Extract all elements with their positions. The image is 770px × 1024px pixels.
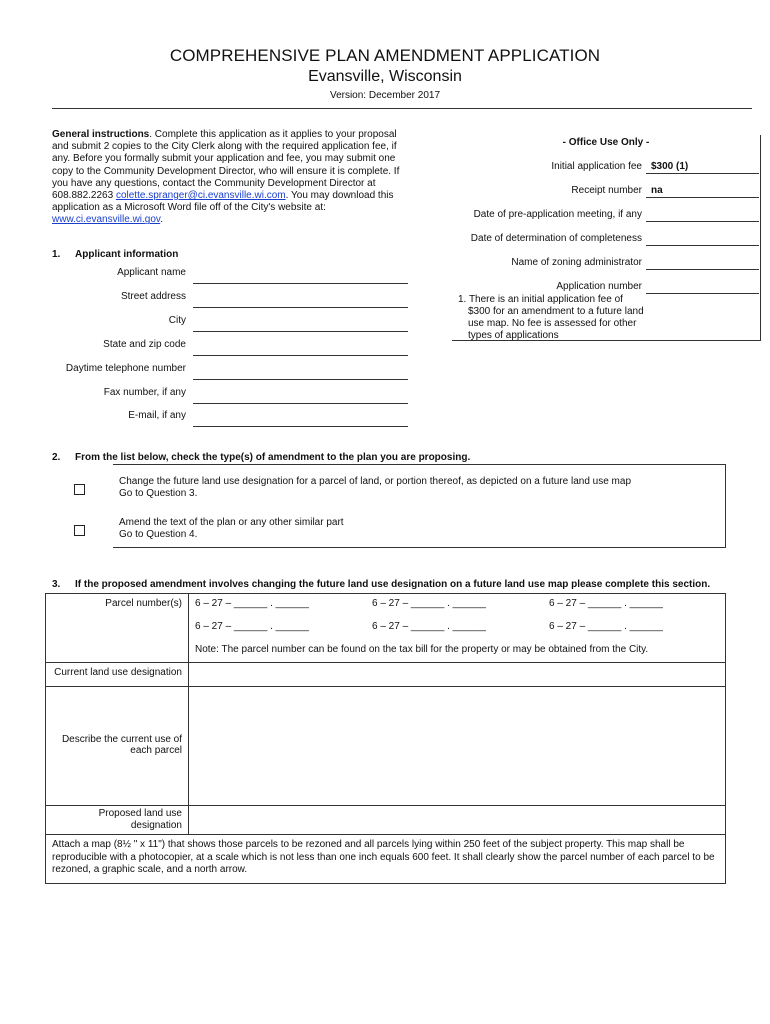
office-note-rest: $300 for an amendment to a future land use map. No fee is assessed for other types of applications [468,306,644,341]
parcel-cell [189,594,726,663]
office-value-administrator[interactable] [646,257,759,270]
amendment-type-box [113,464,726,548]
describe-use-label: Describe the current use of each parcel [61,734,182,756]
parcel-label-cell [46,594,189,663]
office-label: Name of zoning administrator [511,257,642,268]
parcel-field[interactable]: 6 – 27 – ______ . ______ [549,598,663,609]
header-divider [52,108,752,109]
office-value-completeness[interactable] [646,233,759,246]
describe-use-input[interactable] [189,687,726,806]
form-title: COMPREHENSIVE PLAN AMENDMENT APPLICATION [169,46,601,65]
checkbox-text-amend[interactable] [74,525,85,536]
field-label: Applicant name [117,267,186,278]
section3-number: 3. [52,579,61,590]
form-subtitle: Evansville, Wisconsin [308,68,462,85]
land-use-table [45,593,726,884]
proposed-designation-input[interactable] [189,806,726,835]
office-value-preapp[interactable] [646,209,759,222]
option-text: Amend the text of the plan or any other similar part [119,517,344,528]
current-designation-label-cell [46,663,189,687]
instructions-text-1: . Complete this application as it applies to your proposal and submit 2 copies to the City Clerk along with the required application fee, if any. Before you formally submit your application and fee, you may submit one copy to the Community Development Director, who will ensure it is complete. If you have any questions, contact the Community Development Director at 608.882.2263 [52,129,400,202]
proposed-designation-label: Proposed land use designation [98,808,182,831]
street-address-input[interactable] [193,307,408,308]
field-label: Fax number, if any [103,387,186,398]
form-version: Version: December 2017 [329,90,441,101]
instructions-heading: General instructions [52,129,150,140]
office-value-application-number[interactable] [646,281,759,294]
email-input[interactable] [193,426,408,427]
parcel-field[interactable]: 6 – 27 – ______ . ______ [372,598,486,609]
option-map-change [119,476,719,500]
office-use-box [452,135,761,341]
section1-number: 1. [52,249,61,260]
current-designation-label: Current land use designation [54,667,182,678]
parcel-note: Note: The parcel number can be found on the tax bill for the property or may be obtained from the City. [195,644,649,655]
fax-input[interactable] [193,403,408,404]
instructions-text-3: . [160,214,163,226]
option-text-amend [119,517,719,541]
parcel-field[interactable]: 6 – 27 – ______ . ______ [372,621,486,632]
proposed-designation-label-cell [46,806,189,835]
current-designation-input[interactable] [189,663,726,687]
section2-title: From the list below, check the type(s) of amendment to the plan you are proposing. [75,452,471,463]
office-label: Date of determination of completeness [470,233,642,244]
parcel-field[interactable]: 6 – 27 – ______ . ______ [549,621,663,632]
office-label: Initial application fee [551,161,642,172]
office-fee-note [458,294,648,342]
option-goto: Go to Question 4. [119,529,198,540]
office-value-fee[interactable]: $300 (1) [646,161,759,174]
parcel-label: Parcel number(s) [105,598,182,609]
field-label: State and zip code [103,339,186,350]
parcel-field[interactable]: 6 – 27 – ______ . ______ [195,621,309,632]
office-label: Application number [556,281,642,292]
instructions-text-2: . You may download this application as a Microsoft Word file off of the City's website at: [52,190,394,214]
checkbox-map-change[interactable] [74,484,85,495]
office-label: Receipt number [571,185,642,196]
section1-title: Applicant information [75,249,179,260]
office-label: Date of pre-application meeting, if any [473,209,642,220]
describe-use-label-cell [46,687,189,806]
general-instructions [52,129,404,227]
field-label: Daytime telephone number [65,363,186,374]
field-label: E-mail, if any [128,410,186,421]
office-value-receipt[interactable]: na [646,185,759,198]
office-use-title: - Office Use Only - [562,137,650,148]
option-text: Change the future land use designation for a parcel of land, or portion thereof, as depicted on a future land use map [119,476,632,487]
website-link[interactable]: www.ci.evansville.wi.gov [52,214,161,226]
field-label: Street address [120,291,186,302]
state-zip-input[interactable] [193,355,408,356]
office-note-line1: 1. There is an initial application fee of [458,294,623,305]
map-instructions: Attach a map (8½ " x 11") that shows those parcels to be rezoned and all parcels lying within 250 feet of the subject property. This map shall be reproducible with a photocopier, at a scale which is not less than one inch equals 600 feet. It shall clearly show the parcel number of each parcel to be rezoned, a graphic scale, and a north arrow. [52,839,715,875]
option-goto: Go to Question 3. [119,488,198,499]
parcel-field[interactable]: 6 – 27 – ______ . ______ [195,598,309,609]
city-input[interactable] [193,331,408,332]
applicant-name-input[interactable] [193,283,408,284]
map-instructions-cell [46,835,726,884]
email-link[interactable]: colette.spranger@ci.evansville.wi.com [115,190,286,202]
section2-number: 2. [52,452,61,463]
field-label: City [168,315,186,326]
section3-title: If the proposed amendment involves changing the future land use designation on a future land use map please complete this section. [75,579,711,590]
phone-input[interactable] [193,379,408,380]
